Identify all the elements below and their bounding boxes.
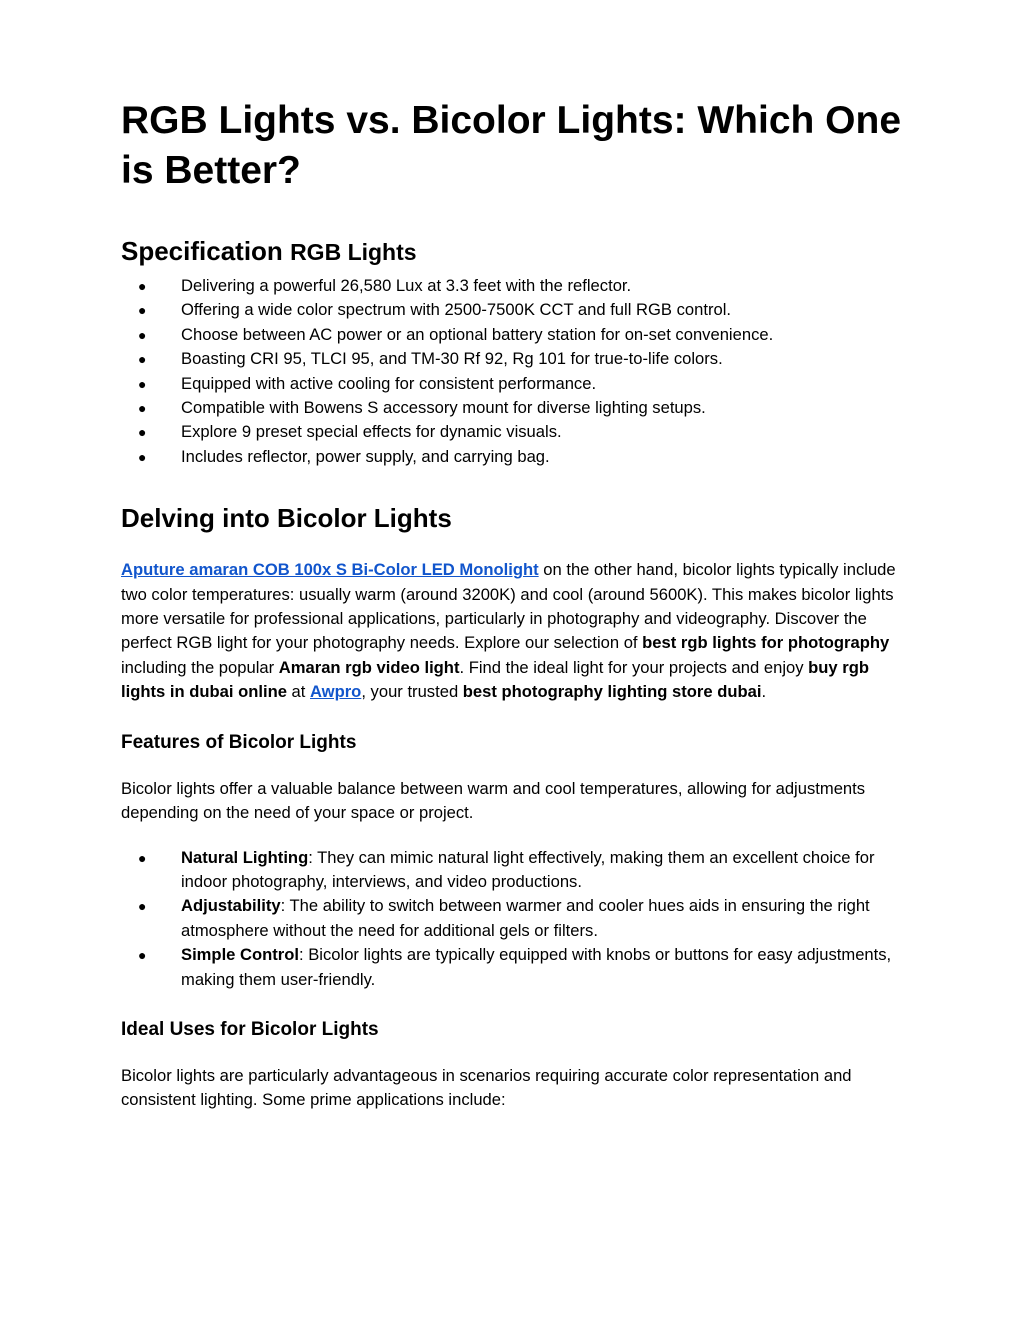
spec-list — [121, 274, 911, 469]
list-item: ● Simple Control: Bicolor lights are typically equipped with knobs or buttons for easy adjustments, making them user-friendly. — [138, 945, 892, 989]
spec-heading — [121, 235, 911, 268]
bold-keyword: best photography lighting store dubai — [462, 682, 762, 702]
list-item: ● Compatible with Bowens S accessory mount for diverse lighting setups. — [121, 396, 911, 420]
list-item: ● Explore 9 preset special effects for dynamic visuals. — [121, 420, 911, 444]
list-item: ● Choose between AC power or an optional battery station for on-set convenience. — [121, 323, 911, 347]
amaran-product-link[interactable]: Aputure amaran COB 100x S Bi-Color LED Monolight — [121, 560, 539, 580]
delving-heading: Delving into Bicolor Lights — [121, 503, 452, 534]
bullet-icon: ● — [138, 849, 147, 866]
features-heading: Features of Bicolor Lights — [121, 731, 357, 753]
bullet-icon: ● — [138, 351, 147, 368]
bullet-icon: ● — [138, 898, 147, 915]
bold-keyword: best rgb lights for photography — [642, 633, 890, 653]
delving-paragraph: Aputure amaran COB 100x S Bi-Color LED Monolight on the other hand, bicolor lights typically include two color temperatures: usually warm (around 3200K) and cool (around 5600K). This makes bicolor lights more versatile for professional applications, particularly in photography and videography. Discover the perfect RGB light for your photography needs. Explore our selection of best rgb lights for photography including the popular Amaran rgb video light. Find the ideal light for your projects and enjoy buy rgb lights in dubai online at Awpro, your trusted best photography lighting store dubai. — [121, 560, 896, 702]
list-item: ● Equipped with active cooling for consistent performance. — [121, 372, 911, 396]
bold-keyword: buy rgb lights in dubai online — [121, 657, 869, 702]
bullet-icon: ● — [138, 947, 147, 964]
features-intro: Bicolor lights offer a valuable balance between warm and cool temperatures, allowing for adjustments depending on the need of your space or project. — [121, 778, 866, 823]
bullet-icon: ● — [138, 302, 147, 319]
ideal-intro: Bicolor lights are particularly advantageous in scenarios requiring accurate color representation and consistent lighting. Some prime applications include: — [121, 1065, 852, 1110]
list-item: ● Natural Lighting: They can mimic natural light effectively, making them an excellent choice for indoor photography, interviews, and video productions. — [138, 847, 875, 891]
bullet-icon: ● — [138, 326, 147, 343]
document-page — [121, 96, 911, 1113]
list-item: ● Adjustability: The ability to switch between warmer and cooler hues aids in ensuring the right atmosphere without the need for additional gels or filters. — [138, 896, 870, 940]
list-item: ● Boasting CRI 95, TLCI 95, and TM-30 Rf 92, Rg 101 for true-to-life colors. — [121, 347, 911, 371]
list-item: ● Delivering a powerful 26,580 Lux at 3.3 feet with the reflector. — [121, 274, 911, 298]
features-list — [121, 846, 911, 992]
awpro-link[interactable]: Awpro — [310, 682, 362, 702]
bold-keyword: Amaran rgb video light — [278, 657, 460, 677]
ideal-heading: Ideal Uses for Bicolor Lights — [121, 1018, 379, 1040]
bullet-icon: ● — [138, 400, 147, 417]
list-item: ● Includes reflector, power supply, and carrying bag. — [121, 445, 911, 469]
bullet-icon: ● — [138, 424, 147, 441]
spec-heading-main: Specification — [121, 236, 283, 266]
bullet-icon: ● — [138, 448, 147, 465]
spec-heading-sub: RGB Lights — [290, 239, 417, 265]
list-item: ● Offering a wide color spectrum with 2500-7500K CCT and full RGB control. — [121, 298, 911, 322]
bullet-icon: ● — [138, 375, 147, 392]
page-title: RGB Lights vs. Bicolor Lights: Which One is Better? — [121, 99, 902, 192]
bullet-icon: ● — [138, 278, 147, 294]
